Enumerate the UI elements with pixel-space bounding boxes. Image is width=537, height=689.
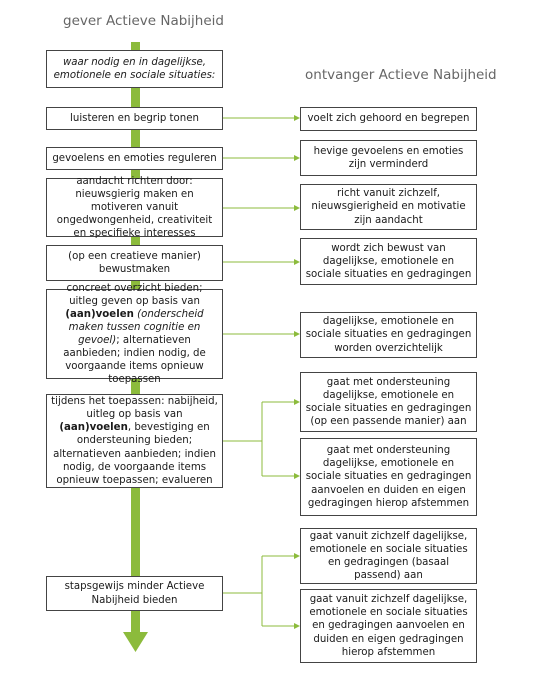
receiver-box-attention — [300, 184, 477, 230]
apply-text-a: tijdens het toepassen: nabijheid, uitleg op basis van — [51, 396, 218, 421]
connector-5 — [223, 331, 300, 337]
receiver-box-aware — [300, 238, 477, 285]
overview-text-a: concreet overzicht bieden; uitleg geven op basis van — [66, 282, 203, 307]
overview-text-italic: (onderscheid maken tussen cognitie en gevoel) — [68, 308, 204, 346]
receiver-box-self-engage — [300, 528, 477, 584]
apply-text-b: , bevestiging en ondersteuning bieden; alternatieven aanbieden; indien nodig, de voorgaande items opnieuw toepassen; evalueren — [53, 422, 216, 486]
receiver-box-reduced-text: hevige gevoelens en emoties zijn verminderd — [313, 145, 464, 170]
connector-1 — [223, 115, 300, 121]
giver-box-listen — [46, 107, 223, 130]
intro-line-1: waar nodig en in dagelijkse, — [62, 56, 207, 68]
giver-box-stepwise-text: stapsgewijs minder Actieve Nabijheid bieden — [64, 581, 205, 606]
support-feel-line-2: aanvoelen en duiden en eigen gedragingen hierop afstemmen — [307, 484, 470, 509]
receiver-box-overview — [300, 312, 477, 358]
connector-6-branch — [223, 399, 300, 479]
giver-box-attention-text: aandacht richten door: nieuwsgierig maken en motiveren vanuit ongedwongenheid, creativiteit en specifieke interesses — [56, 175, 213, 240]
connector-7-branch — [223, 553, 300, 629]
giver-header: gever Actieve Nabijheid — [63, 13, 224, 29]
support-feel-line-1: gaat met ondersteuning dagelijkse, emotionele en sociale situaties en gedragingen — [305, 445, 472, 483]
receiver-box-support-engage — [300, 372, 477, 432]
receiver-box-overview-text: dagelijkse, emotionele en sociale situaties en gedragingen worden overzichtelijk — [305, 316, 472, 354]
giver-box-listen-text: luisteren en begrip tonen — [70, 112, 199, 124]
giver-box-attention — [46, 175, 223, 240]
giver-box-regulate-text: gevoelens en emoties reguleren — [52, 152, 217, 164]
receiver-box-attention-text: richt vanuit zichzelf, nieuwsgierigheid en motivatie zijn aandacht — [311, 188, 466, 226]
connector-2 — [223, 155, 300, 161]
receiver-box-self-feel-text: gaat vanuit zichzelf dagelijkse, emotionele en sociale situaties en gedragingen aanvoelen en duiden en eigen gedragingen hierop afstemmen — [309, 594, 468, 658]
receiver-box-reduced — [300, 140, 477, 176]
connector-4 — [223, 259, 300, 265]
apply-text-bold: (aan)voelen — [59, 422, 128, 434]
connector-3 — [223, 205, 300, 211]
giver-box-intro — [46, 50, 223, 88]
spine-arrowhead — [123, 632, 148, 652]
giver-box-aware — [46, 245, 223, 281]
overview-text-b: ; alternatieven aanbieden; indien nodig, de voorgaande items opnieuw toepassen — [63, 335, 206, 386]
receiver-box-heard-text: voelt zich gehoord en begrepen — [307, 113, 470, 125]
giver-box-stepwise — [46, 576, 223, 611]
giver-box-regulate — [46, 147, 223, 170]
receiver-box-aware-text: wordt zich bewust van dagelijkse, emotionele en sociale situaties en gedragingen — [305, 242, 472, 281]
receiver-box-self-engage-text: gaat vanuit zichzelf dagelijkse, emotionele en sociale situaties en gedragingen (basaal passend) aan — [309, 530, 468, 582]
receiver-box-self-feel — [300, 589, 477, 663]
receiver-header: ontvanger Actieve Nabijheid — [305, 67, 497, 83]
giver-box-overview — [46, 282, 223, 386]
overview-text-bold: (aan)voelen — [65, 308, 134, 320]
receiver-box-heard — [300, 107, 477, 131]
giver-box-aware-text: (op een creatieve manier) bewustmaken — [68, 250, 201, 275]
receiver-box-support-engage-text: gaat met ondersteuning dagelijkse, emotionele en sociale situaties en gedragingen (op een passende manier) aan — [305, 376, 472, 428]
receiver-box-support-feel — [300, 438, 477, 516]
giver-box-apply — [46, 394, 223, 488]
intro-line-2: emotionele en sociale situaties: — [53, 70, 216, 81]
